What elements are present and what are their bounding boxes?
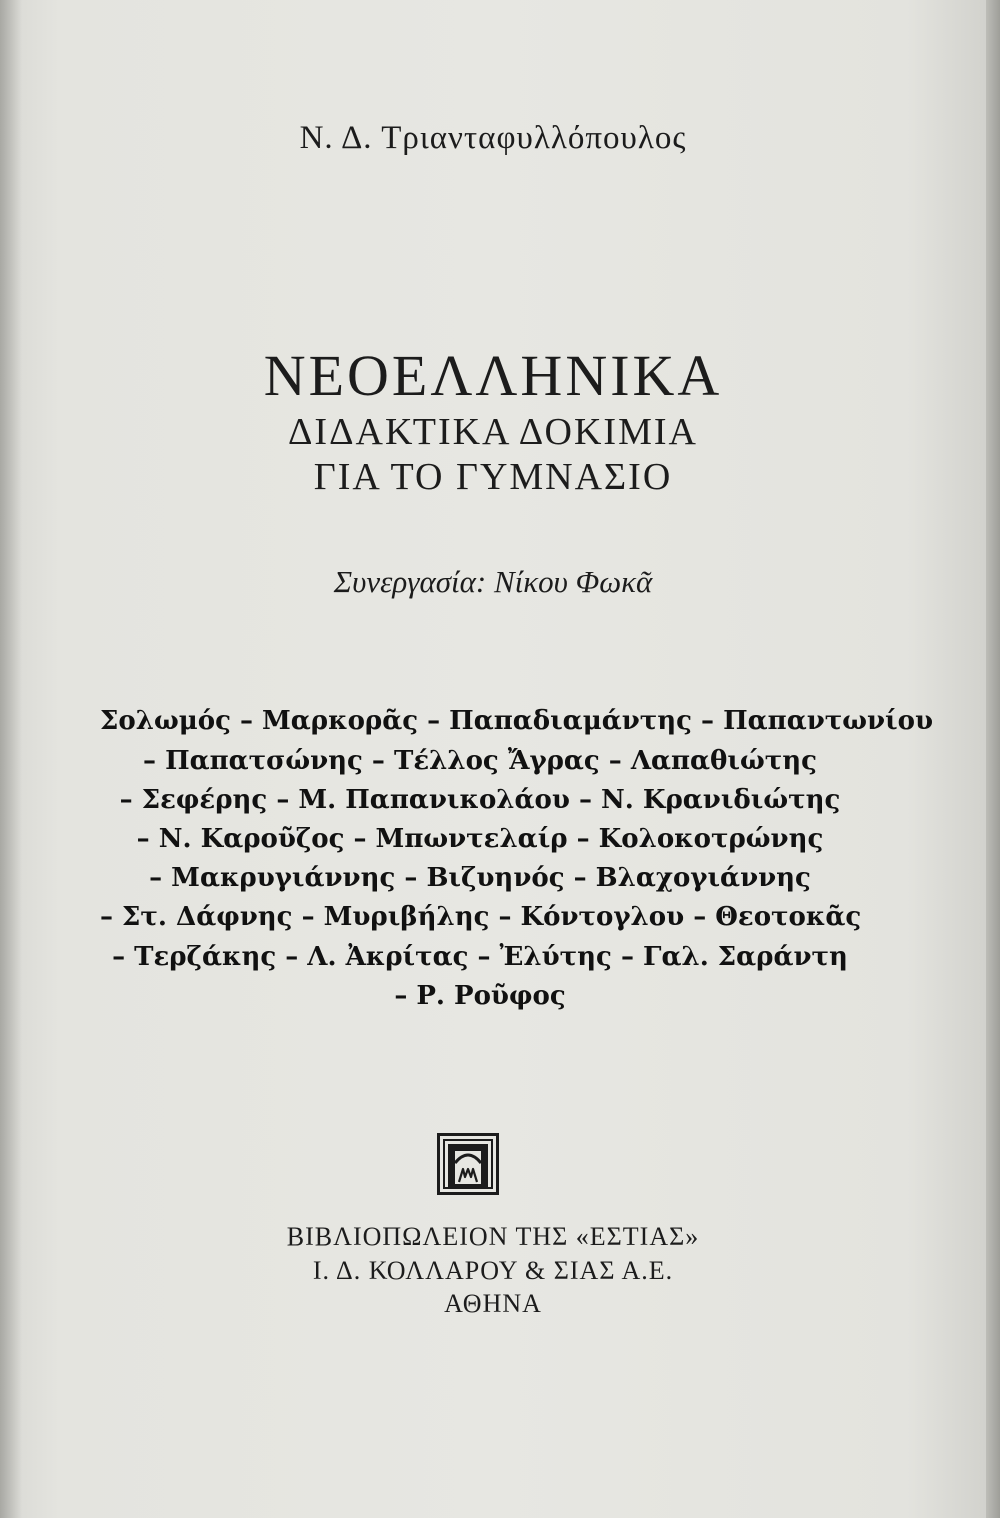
book-title: ΝΕΟΕΛΛΗΝΙΚΑ (263, 343, 723, 408)
authors-list-line: – Μακρυγιάννης – Βιζυηνός – Βλαχογιάννης (149, 863, 811, 893)
publisher-line-1: ΒΙΒΛΙΟΠΩΛΕΙΟΝ ΤΗΣ «ΕΣΤΙΑΣ» (286, 1222, 700, 1251)
authors-list-line: – Παπατσώνης – Τέλλος Ἄγρας – Λαπαθιώτης (143, 746, 817, 776)
publisher-emblem-icon (437, 1133, 499, 1195)
subtitle-line-2: ΓΙΑ ΤΟ ΓΥΜΝΑΣΙΟ (313, 456, 673, 498)
publisher-city: ΑΘΗΝΑ (444, 1289, 542, 1318)
authors-list-line: – Σεφέρης – Μ. Παπανικολάου – Ν. Κρανιδιώτης (119, 785, 841, 815)
authors-list-line: – Ρ. Ροῦφος (394, 981, 566, 1011)
publisher-line-2: Ι. Δ. ΚΟΛΛΑΡΟΥ & ΣΙΑΣ Α.Ε. (312, 1256, 674, 1285)
subtitle-line-1: ΔΙΔΑΚΤΙΚΑ ΔΟΚΙΜΙΑ (288, 411, 698, 453)
authors-list-line: – Στ. Δάφνης – Μυριβήλης – Κόντογλου – Θεοτοκᾶς (100, 902, 862, 932)
authors-list-line: Σολωμός – Μαρκορᾶς – Παπαδιαμάντης – Παπαντωνίου (100, 706, 933, 736)
page-edge (986, 0, 1000, 1518)
author-name: Ν. Δ. Τριανταφυλλόπουλος (299, 120, 687, 156)
authors-list-line: – Ν. Καροῦζος – Μπωντελαίρ – Κολοκοτρώνης (136, 824, 824, 854)
authors-list-line: – Τερζάκης – Λ. Ἀκρίτας – Ἐλύτης – Γαλ. Σαράντη (112, 942, 848, 972)
collaboration-credit: Συνεργασία: Νίκου Φωκᾶ (333, 564, 653, 599)
